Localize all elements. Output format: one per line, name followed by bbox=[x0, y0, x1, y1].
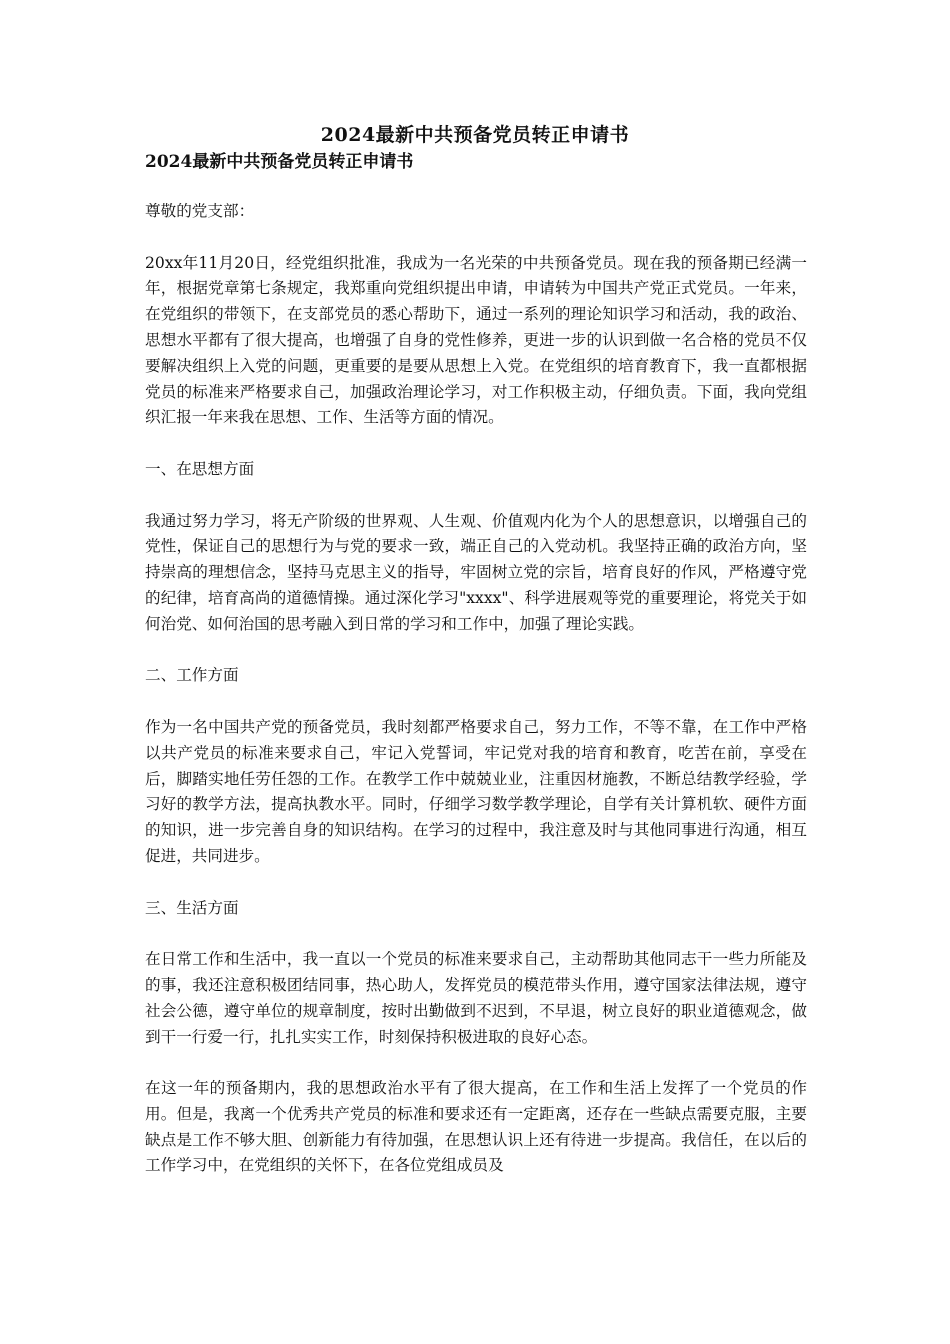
section-heading-thought: 一、在思想方面 bbox=[145, 459, 255, 478]
closing-paragraph: 在这一年的预备期内，我的思想政治水平有了很大提高，在工作和生活上发挥了一个党员的作用。但是，我离一个优秀共产党员的标准和要求还有一定距离，还存在一些缺点需要克服，主要缺点是工作不够大胆、创新能力有待加强，在思想认识上还有待进一步提高。我信任，在以后的工作学习中，在党组织的关怀下，在各位党组成员及 bbox=[145, 1079, 807, 1175]
document-title: 2024最新中共预备党员转正申请书 bbox=[320, 124, 630, 146]
section-body-thought: 我通过努力学习，将无产阶级的世界观、人生观、价值观内化为个人的思想意识，以增强自己的党性，保证自己的思想行为与党的要求一致，端正自己的入党动机。我坚持正确的政治方向，坚持崇高的理想信念，坚持马克思主义的指导，牢固树立党的宗旨，培育良好的作风，严格遵守党的纪律，培育高尚的道德情操。通过深化学习"xxxx"、科学进展观等党的重要理论，将党关于如何治党、如何治国的思考融入到日常的学习和工作中，加强了理论实践。 bbox=[145, 511, 807, 633]
section-body-work: 作为一名中国共产党的预备党员，我时刻都严格要求自己，努力工作，不等不靠，在工作中严格以共产党员的标准来要求自己，牢记入党誓词，牢记党对我的培育和教育，吃苦在前，享受在后，脚踏实地任劳任怨的工作。在教学工作中兢兢业业，注重因材施教，不断总结教学经验，学习好的教学方法，提高执教水平。同时，仔细学习数学教学理论，自学有关计算机软、硬件方面的知识，进一步完善自身的知识结构。在学习的过程中，我注意及时与其他同事进行沟通，相互促进，共同进步。 bbox=[145, 717, 807, 865]
intro-paragraph: 20xx年11月20日，经党组织批准，我成为一名光荣的中共预备党员。现在我的预备期已经满一年，根据党章第七条规定，我郑重向党组织提出申请，申请转为中国共产党正式党员。一年来，在党组织的带领下，在支部党员的悉心帮助下，通过一系列的理论知识学习和活动，我的政治、思想水平都有了很大提高，也增强了自身的党性修养，更进一步的认识到做一名合格的党员不仅要解决组织上入党的问题，更重要的是要从思想上入党。在党组织的培育教育下，我一直都根据党员的标准来严格要求自己，加强政治理论学习，对工作积极主动，仔细负责。下面，我向党组织汇报一年来我在思想、工作、生活等方面的情况。 bbox=[145, 253, 807, 427]
document-subtitle: 2024最新中共预备党员转正申请书 bbox=[145, 152, 414, 172]
document-body bbox=[145, 199, 807, 1205]
salutation: 尊敬的党支部： bbox=[145, 202, 255, 220]
section-heading-life: 三、生活方面 bbox=[145, 898, 239, 917]
section-heading-work: 二、工作方面 bbox=[145, 666, 239, 685]
section-body-life: 在日常工作和生活中，我一直以一个党员的标准来要求自己，主动帮助其他同志干一些力所能及的事，我还注意积极团结同事，热心助人，发挥党员的模范带头作用，遵守国家法律法规，遵守社会公德，遵守单位的规章制度，按时出勤做到不迟到，不早退，树立良好的职业道德观念，做到干一行爱一行，扎扎实实工作，时刻保持积极进取的良好心态。 bbox=[145, 950, 807, 1046]
